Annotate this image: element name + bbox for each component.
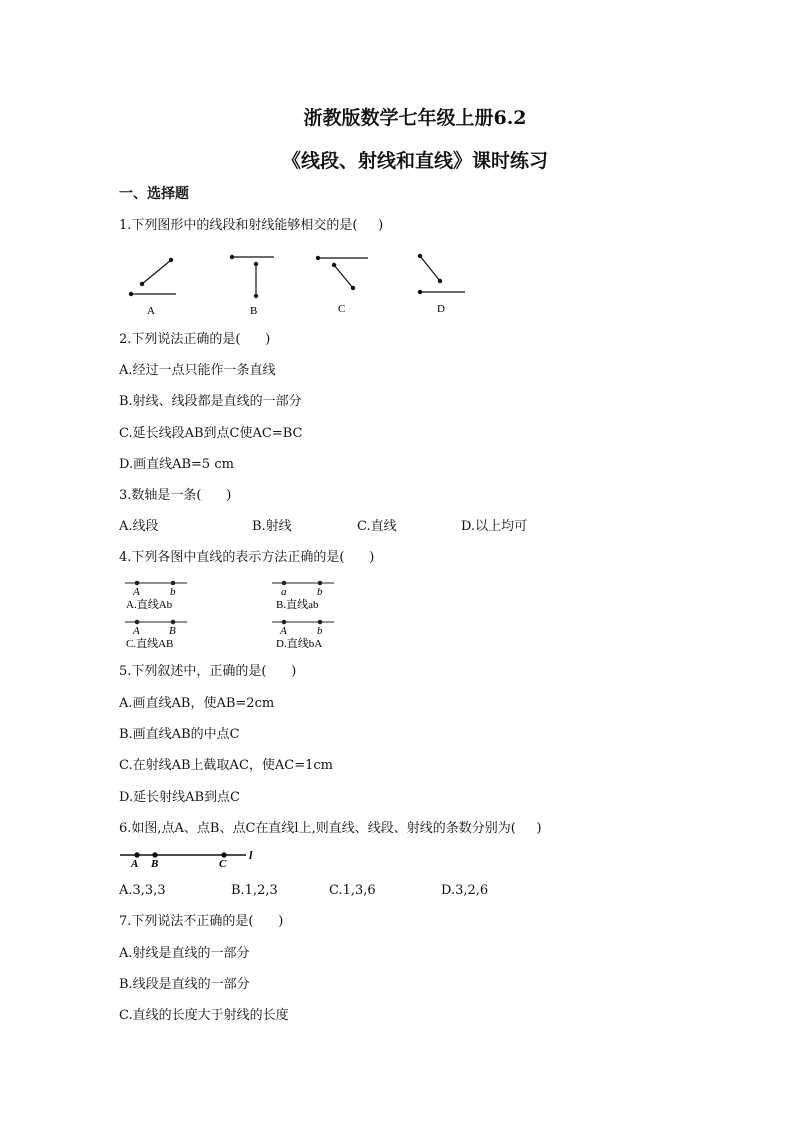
q4d-caption: D.直线bA: [276, 638, 323, 650]
q2-option-c: C.延长线段AB到点C使AC=BC: [119, 426, 303, 441]
q4a-caption: A.直线Ab: [126, 599, 173, 611]
q3-option-b: B.射线: [252, 519, 292, 534]
q4c-point-1: A: [133, 625, 140, 637]
q4c-point-2: B: [169, 625, 176, 637]
q6-point-c: C: [219, 858, 227, 870]
question-2-stem: 2.下列说法正确的是( ): [119, 332, 271, 347]
q2-option-b: B.射线、线段都是直线的一部分: [119, 394, 302, 409]
q4b-caption: B.直线ab: [276, 599, 319, 611]
q7-option-b: B.线段是直线的一部分: [119, 977, 250, 992]
question-5-stem: 5.下列叙述中，正确的是( ): [119, 664, 297, 679]
q4d-point-2: b: [317, 625, 323, 637]
q1-label-a: A: [147, 305, 155, 317]
q3-option-d: D.以上均可: [461, 519, 528, 534]
q7-option-a: A.射线是直线的一部分: [119, 946, 250, 961]
section-heading: 一、选择题: [119, 186, 189, 202]
q2-option-a: A.经过一点只能作一条直线: [119, 363, 276, 378]
question-7-stem: 7.下列说法不正确的是( ): [119, 914, 284, 929]
q6-point-a: A: [131, 858, 139, 870]
page-title: 浙教版数学七年级上册6.2: [303, 107, 527, 129]
q1-label-d: D: [437, 303, 445, 315]
q4b-point-2: b: [317, 586, 323, 598]
q4a-point-1: A: [133, 586, 140, 598]
q1-label-c: C: [338, 303, 346, 315]
q4a-point-2: b: [170, 586, 176, 598]
q6-option-c: C.1,3,6: [329, 883, 376, 898]
q4c-caption: C.直线AB: [126, 638, 174, 650]
q7-option-c: C.直线的长度大于射线的长度: [119, 1008, 289, 1023]
q3-option-a: A.线段: [119, 519, 159, 534]
q4d-point-1: A: [280, 625, 287, 637]
q2-option-d: D.画直线AB=5 cm: [119, 457, 234, 472]
q4b-point-1: a: [281, 586, 287, 598]
question-4-stem: 4.下列各图中直线的表示方法正确的是( ): [119, 550, 375, 565]
q1-label-b: B: [250, 305, 258, 317]
q6-option-d: D.3,2,6: [441, 883, 489, 898]
q5-option-d: D.延长射线AB到点C: [119, 790, 240, 805]
q6-option-a: A.3,3,3: [119, 883, 166, 898]
q5-option-c: C.在射线AB上截取AC，使AC=1cm: [119, 758, 333, 773]
question-1-stem: 1.下列图形中的线段和射线能够相交的是( ): [119, 218, 384, 233]
page-subtitle: 《线段、射线和直线》课时练习: [281, 150, 548, 172]
q5-option-a: A.画直线AB，使AB=2cm: [119, 696, 275, 711]
question-6-stem: 6.如图,点A、点B、点C在直线l上,则直线、线段、射线的条数分别为( ): [119, 821, 542, 836]
q6-line-label: l: [249, 848, 253, 862]
q3-option-c: C.直线: [357, 519, 397, 534]
q6-option-b: B.1,2,3: [231, 883, 278, 898]
question-3-stem: 3.数轴是一条( ): [119, 488, 232, 503]
q5-option-b: B.画直线AB的中点C: [119, 727, 240, 742]
q6-point-b: B: [151, 858, 159, 870]
